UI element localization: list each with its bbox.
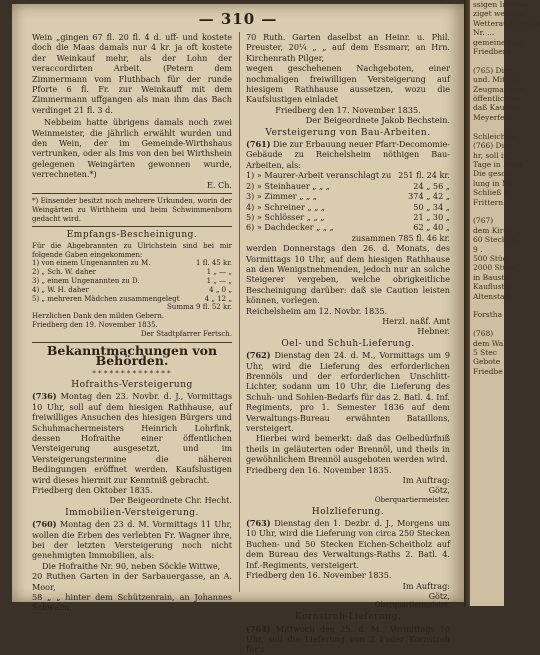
next-page-fragment: (768) — [473, 329, 494, 339]
next-page-fragment — [470, 320, 504, 329]
notice-signer: Im Auftrag: — [402, 475, 450, 486]
list-item: 5) „ mehreren Mädchen zusammengelegt 4 „ 12 „ — [32, 294, 232, 303]
notice-signer: Hebner. — [417, 326, 450, 337]
next-page-fragment — [470, 56, 504, 65]
notice-signer: Götz, — [428, 485, 450, 496]
next-page-fragment: dem Wal — [473, 338, 506, 348]
next-page-fragment: Nr. ... — [473, 28, 495, 38]
receipt-intro: Für die Abgebrannten zu Ulrichstein sind bei mir folgende Gaben eingekommen: — [32, 241, 232, 259]
notice-signer: Im Auftrag: — [402, 580, 450, 591]
next-page-fragment: Schleichha — [473, 131, 515, 141]
list-item: 4) „ W. H. daher 4 „ 0 „ — [32, 285, 232, 294]
footnote: *) Einsender besitzt noch mehrere Urkunden, worin der Weingärten zu Wirthheim und beim Schwimmenborn gedacht wird. — [32, 197, 232, 223]
next-page-edge — [470, 0, 540, 606]
notice-text: (764) Mittwoch den 25. d. M., Vormittags 10 Uhr, soll die Lieferung von 2 Fuder Kornstroh für's — [246, 623, 450, 655]
article-paragraph: Nebbeim hatte übrigens damals noch zwei Weinmeister, die jährlich erwählt wurden und den Wein, der im Gemeinde-Wirthshaus vertrunken, oder als Ims von den bei Wirthshein gelegenen Weingärten gewonnen wurde, verrechneten.*) — [32, 117, 232, 180]
next-page-fragment: Altenstadt — [473, 291, 513, 301]
page-number: — 310 — — [198, 10, 278, 28]
next-page-fragment: Schließ d — [473, 188, 509, 198]
notice-date: Friedberg den 16. November 1835. — [246, 570, 392, 581]
next-page-fragment: 9 . — [473, 244, 483, 254]
receipt-total: Summa 9 fl. 52 kr. — [167, 303, 232, 312]
notice-text: Hierbei wird bemerkt: daß das Oelbedürfniß theils in geläuterten oder Brennöl, und theils in gewöhnlichem Brennöl ausgeboten werden wird. — [246, 433, 450, 465]
next-page-fragment: Zeugmachers — [473, 84, 525, 94]
next-page-fragment: (766) Dien — [473, 141, 514, 151]
next-page-fragment: (765) Dien — [473, 65, 514, 75]
list-item: 58 „ „ hinter dem Schützenrain, an Johannes Schwaim, — [32, 592, 232, 613]
next-page-fragment: Kauflustig — [473, 282, 512, 292]
next-page-fragment: 2000 Stück — [473, 263, 517, 273]
notice-text: (760) Montag den 23 d. M. Vormittags 11 Uhr, wollen die Erben des verlebten Fr. Wagner ihre, bei der letzten Versteigerung noch nicht genehmigten Immobilien, als: — [32, 519, 232, 561]
list-item: 1) von einem Ungenannten zu M. 1 fl. 45 kr. — [32, 259, 232, 268]
cost-total: zusammen 785 fl. 46 kr. — [351, 232, 450, 243]
cost-list — [246, 170, 450, 232]
receipt-title: Empfangs-Bescheinigung. — [66, 230, 198, 241]
notice-title: Hofraiths-Versteigerung — [71, 379, 193, 390]
list-item: Die Hofraithe Nr. 90, neben Söckle Wittwe, — [42, 560, 221, 571]
next-page-fragment — [470, 122, 504, 131]
article-paragraph: wegen geschehenen Nachgeboten, einer nochmaligen freiwilligen Versteigerung auf hiesigem Rathhause aussetzen, wozu die Kaufslustigen einladet — [246, 63, 450, 105]
notice-signer: Herzl. naßf. Amt — [382, 315, 450, 326]
next-page-fragment: 60 Stecken — [473, 235, 516, 245]
notice-text: werden Donnerstags den 26. d. Monats, des Vormittags 10 Uhr, auf dem hiesigen Rathhause an den Wenigstnehmenden, jedoch nur an solche Steigerer vergeben, welche obrigkeitliche Bescheinigung darüber: daß sie Caution leisten können, vorlegen. — [246, 243, 450, 306]
next-page-fragment — [470, 207, 504, 216]
next-page-fragment — [470, 301, 504, 310]
next-page-fragment: Forstha — [473, 310, 503, 320]
signer: Der Stadtpfarrer Fertsch. — [140, 329, 232, 338]
next-page-fragment: hr, soll in — [473, 150, 509, 160]
notice-date: Friedberg den 17. November 1835. — [275, 104, 421, 115]
list-item: 20 Ruthen Garten in der Sarbauergasse, an A. Moor, — [32, 571, 232, 592]
notice-signer: Der Beigeordnete Chr. Hecht. — [109, 495, 232, 506]
notice-date: Friedberg den 16. November 1835. — [246, 464, 392, 475]
notice-signer-role: Oberquartiermeister. — [374, 495, 450, 504]
notice-title: Versteigerung von Bau-Arbeiten. — [265, 127, 431, 138]
notice-text: (736) Montag den 23. Novbr. d. J., Vormittags 10 Uhr, soll auf dem hiesigen Rathhause, auf freiwilliges Ansuchen des hiesigen Bürgers und Schuhmachermeisters Heinrich Lohrfink, dessen Hofraithe einer öffentlichen Versteigerung ausgesetzt, und im Versteigerungstermine die näheren Bedingungen eröffnet werden. Kaufslustigen wird dieses hiermit zur Kenntniß gebracht. — [32, 391, 232, 485]
list-item: 4) » Schreiner „ „ „ 50 „ 34 „ — [246, 201, 450, 212]
thanks-line: Herzlichen Dank den milden Gebern. — [32, 312, 165, 321]
notice-signer: Der Beigeordnete Jakob Bechstein. — [305, 115, 450, 126]
next-page-fragment: öffentlich ve — [473, 94, 521, 104]
list-item: 3) „ einem Ungenannten zu D. 1 „ — „ — [32, 277, 232, 286]
article-paragraph: Wein „gingen 67 fl. 20 fl. 4 d. uff- und kostete doch die Maas damals nur 4 kr. ja oft kostete der Weinkauf mehr, als der Lohn der veraccordirten Arbeit. (Petern dem Zimmermann vom Fluthbach für der runde Pforte 6 fl. Fr. zur Weinkauff mit dem Zimmermann uffgangen als man ihm das Bach verdinget 21 fl. 3 d. — [32, 32, 232, 115]
notice-text: (763) Dienstag den 1. Dezbr. d. J., Morgens um 10 Uhr, wird die Lieferung von circa 250 Stecken Buchen- und 50 Stecken Eichen-Scheitholz auf dem Bureau des Verwaltungs-Raths 2. Batl. 4. Inf.-Regiments, versteigert. — [246, 518, 450, 570]
newspaper-page — [12, 4, 464, 655]
left-column — [32, 32, 232, 613]
notice-signer-role: Oberquartiermeister. — [374, 601, 450, 610]
next-page-fragment: daß Kauflust — [473, 103, 522, 113]
next-page-fragment: lung in Mi — [473, 178, 512, 188]
separator — [32, 226, 232, 227]
next-page-fragment: in Bausta — [473, 272, 509, 282]
column-divider — [239, 32, 240, 592]
article-signature: E. Ch. — [206, 179, 232, 190]
ornament: ∗∗∗∗∗∗∗∗∗∗∗∗∗∗ — [91, 368, 173, 377]
next-page-fragment: und. Mittags — [473, 75, 522, 85]
next-page-fragment: ziget werden. — [473, 9, 525, 19]
list-item: 2) » Steinhauer „ „ „ 24 „ 56 „ — [246, 180, 450, 191]
list-item: 1) » Maurer-Arbeit veranschlagt zu 251 fl. 24 kr. — [246, 170, 450, 181]
list-item: 3) » Zimmer „ „ „ 374 „ 42 „ — [246, 191, 450, 202]
next-page-fragment: Meyerfeld — [473, 112, 512, 122]
next-page-fragment: gemeine Inte — [473, 37, 524, 47]
next-page-fragment: Tage in Bettz — [473, 159, 524, 169]
next-page-fragment: ssigen Inhaber — [473, 0, 530, 9]
next-page-fragment: 5 Stec — [473, 348, 497, 358]
article-paragraph: 70 Ruth. Garten daselbst an Heinr. u. Phil. Preuster, 20¼ „ „ auf dem Essmarr, an Hrn. Kirchenrath Pilger, — [246, 32, 450, 63]
next-page-fragment: 500 Stüc — [473, 253, 507, 263]
notice-title: Immobilien-Versteigerung. — [65, 507, 199, 518]
list-item: 2) „ Sch. W. daher 1 „ — „ — [32, 268, 232, 277]
separator — [32, 193, 232, 194]
next-page-fragment: Gebote — [473, 357, 501, 367]
next-page-fragment: Die gesch — [473, 169, 511, 179]
notice-date: Reichelsheim am 12. Novbr. 1835. — [246, 305, 388, 316]
list-item: 6) » Dachdecker „ „ „ 62 „ 40 „ — [246, 222, 450, 233]
next-page-fragment: Friedberg — [473, 47, 512, 57]
next-page-fragment: Frittern — [473, 197, 504, 207]
section-title: Bekanntmachungen von Behörden. — [46, 342, 218, 369]
list-item: 5) » Schlösser „ „ „ 21 „ 30 „ — [246, 211, 450, 222]
date-line: Friedberg den 19. November 1835. — [32, 321, 158, 330]
next-page-fragment: (767) — [473, 216, 494, 226]
notice-text: (761) Die zur Erbauung neuer Pfarr-Decomomie-Gebäude zu Reichelsheim nöthigen Bau-Arbeiten, als: — [246, 139, 451, 170]
receipt-list — [32, 259, 232, 312]
next-page-fragment: dem Kirch — [473, 225, 513, 235]
next-page-fragment: Friedbe — [473, 366, 503, 376]
notice-date: Friedberg den Oktober 1835. — [32, 484, 153, 495]
right-column — [246, 32, 450, 655]
notice-title: Holzlieferung. — [311, 506, 385, 517]
notice-title: Kornstroh-Lieferung. — [294, 612, 402, 623]
notice-signer: Götz, — [428, 590, 450, 601]
next-page-fragment: Wetterau belegen — [473, 18, 540, 28]
notice-text: (762) Dienstag den 24. d. M., Vormittags um 9 Uhr, wird die Lieferung des erforderlichen Brennöls und der erforderlichen Unschlitt-Lichter, sodann um 10 Uhr, die Lieferung des Schuh- und Sohlen-Bedarfs für das 2. Batl. 4. Inf. Regiments, pro 1. Semester 1836 auf dem Verwaltungs-Bureau erwähnten Bataillons, versteigert. — [246, 350, 451, 434]
notice-title: Oel- und Schuh-Lieferung. — [281, 338, 415, 349]
